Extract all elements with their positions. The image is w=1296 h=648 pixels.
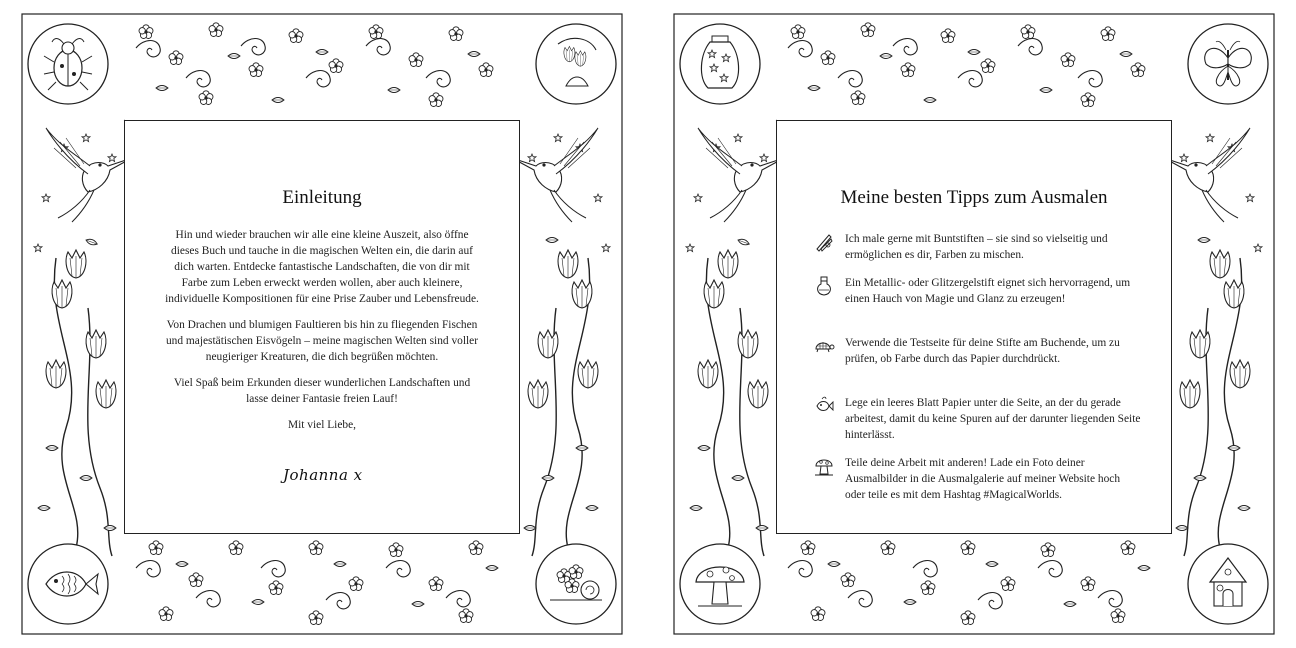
pencils-icon — [813, 231, 835, 253]
page-title: Meine besten Tipps zum Ausmalen — [840, 187, 1108, 208]
intro-body — [165, 227, 479, 443]
tip-text: Ein Metallic- oder Glitzergelstift eignet sich hervorragend, um einen Hauch von Magie und Glanz zu erzeugen! — [845, 277, 1131, 305]
page-title: Einleitung — [282, 187, 362, 208]
intro-text-panel — [124, 120, 520, 534]
potion-bottle-icon — [813, 275, 835, 297]
left-page — [16, 8, 628, 640]
turtle-icon — [813, 335, 835, 357]
tip-item — [813, 231, 1143, 263]
tip-text: Ich male gerne mit Buntstiften – sie sind so vielseitig und ermöglichen es dir, Farben zu mischen. — [845, 233, 1108, 261]
tip-text: Verwende die Testseite für deine Stifte am Buchende, um zu prüfen, ob Farbe durch das Papier durchdrückt. — [845, 337, 1120, 365]
closing-line: Mit viel Liebe, — [287, 419, 356, 431]
signature: Johanna x — [283, 466, 363, 484]
tip-item — [813, 335, 1143, 367]
tip-item — [813, 455, 1143, 503]
right-page — [668, 8, 1280, 640]
fish-icon — [813, 395, 835, 417]
mushroom-icon — [813, 455, 835, 477]
intro-paragraph: Hin und wieder brauchen wir alle eine kleine Auszeit, also öffne dieses Buch und tauche in die magischen Welten ein, die darin auf dich warten. Entdecke fantastische Landschaften, die von dir mit Farbe zum Leben erweckt werden wollen, aber auch kleinere, individuelle Kompositionen für eine Prise Zauber und Lebensfreude. — [165, 229, 479, 305]
tips-text-panel — [776, 120, 1172, 534]
tip-item — [813, 275, 1143, 307]
tip-text: Teile deine Arbeit mit anderen! Lade ein Foto deiner Ausmalbilder in die Ausmalgalerie auf meiner Website hoch oder teile es mit dem Hashtag #MagicalWorlds. — [845, 457, 1121, 501]
intro-paragraph: Von Drachen und blumigen Faultieren bis hin zu fliegenden Fischen und majestätischen Eisvögeln – meine magischen Welten sind voller neugieriger Kreaturen, die dich begrüßen möchten. — [165, 319, 479, 363]
intro-paragraph: Viel Spaß beim Erkunden dieser wunderlichen Landschaften und lasse deiner Fantasie freien Lauf! — [173, 377, 471, 405]
tip-text: Lege ein leeres Blatt Papier unter die Seite, an der du gerade arbeitest, damit du keine Spuren auf der darunter liegenden Seite hinterlässt. — [845, 397, 1141, 441]
tip-item — [813, 395, 1143, 443]
